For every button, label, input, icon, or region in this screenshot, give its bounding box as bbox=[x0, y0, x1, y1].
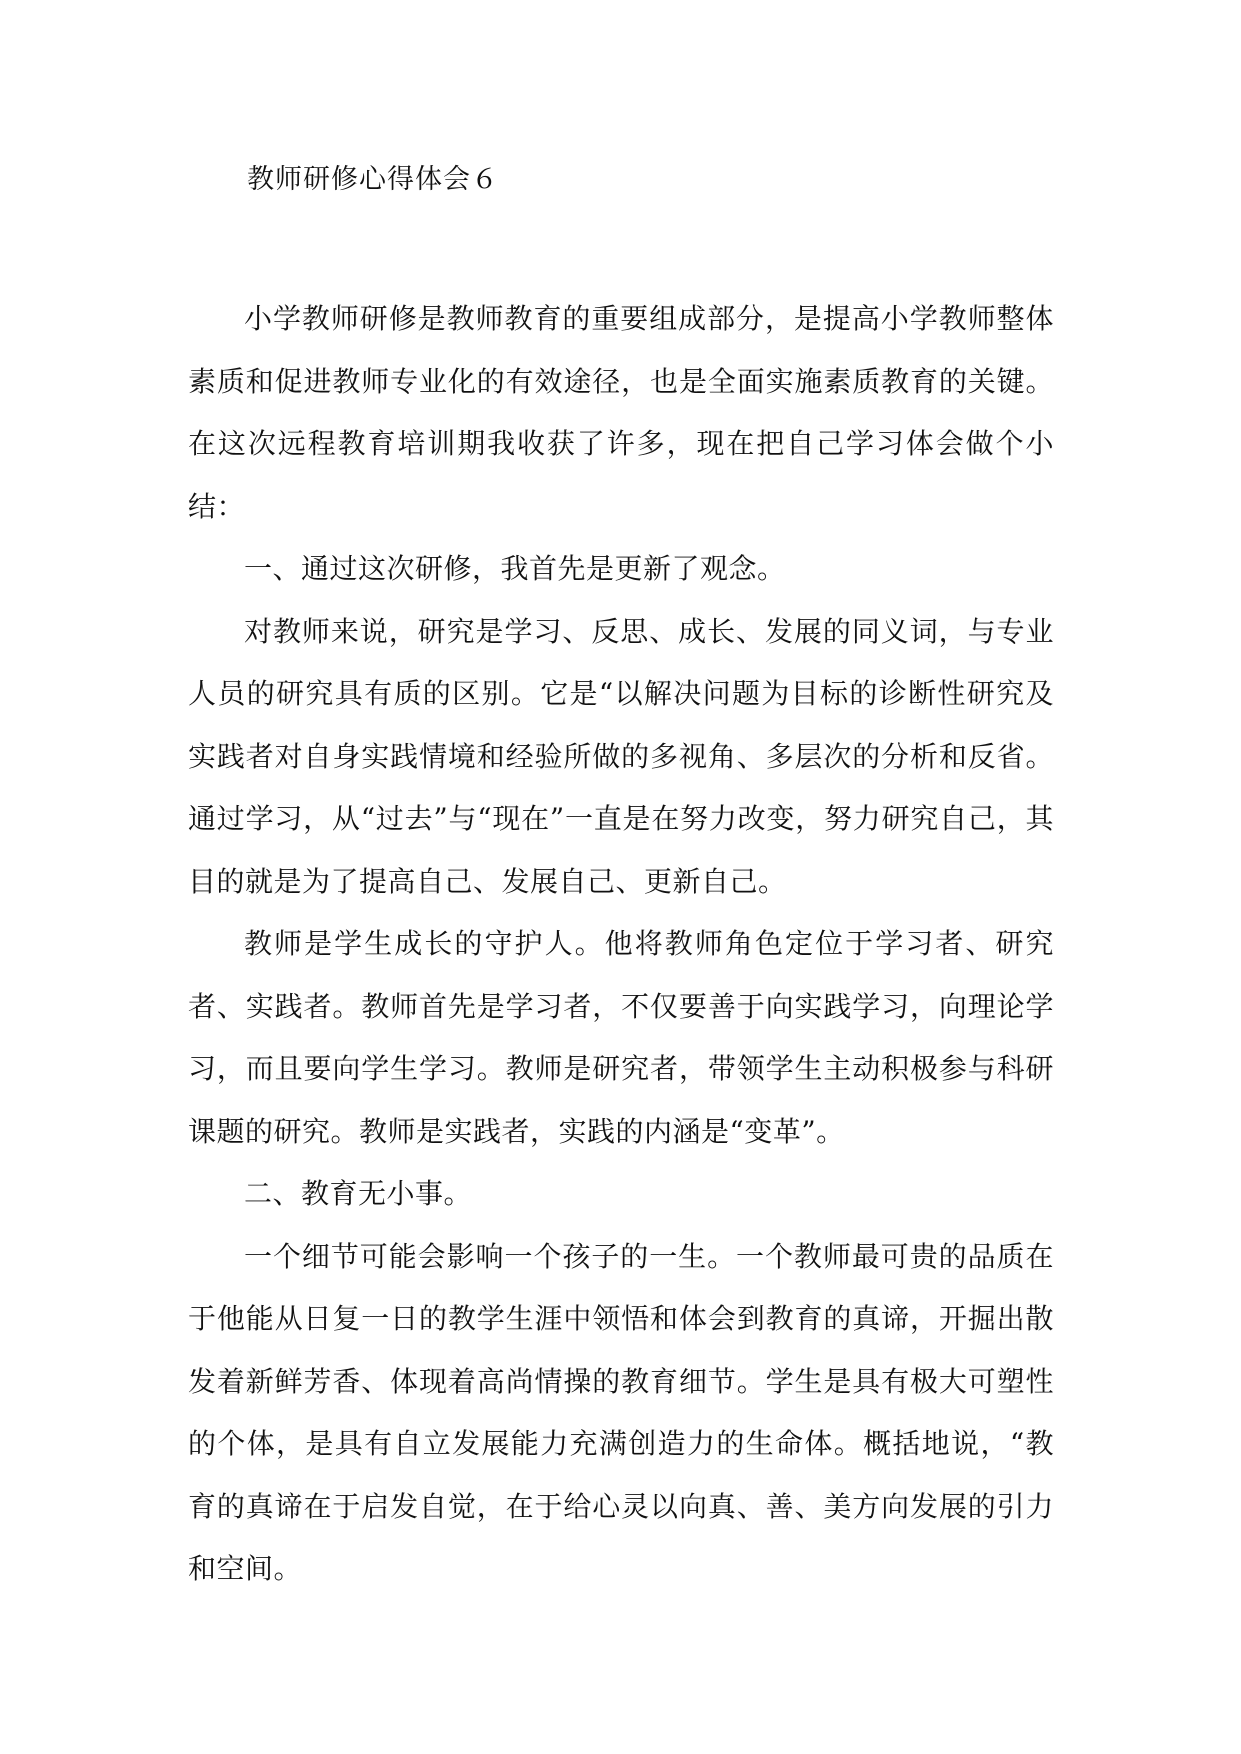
document-body bbox=[188, 288, 1054, 1601]
paragraph-research: 对教师来说，研究是学习、反思、成长、发展的同义词，与专业人员的研究具有质的区别。它是“以解决问题为目标的诊断性研究及实践者对自身实践情境和经验所做的多视角、多层次的分析和反省。通过学习，从“过去”与“现在”一直是在努力改变，努力研究自己，其目的就是为了提高自己、发展自己、更新自己。 bbox=[188, 614, 1054, 898]
document-title: 教师研修心得体会６ bbox=[247, 164, 499, 195]
paragraph-details: 一个细节可能会影响一个孩子的一生。一个教师最可贵的品质在于他能从日复一日的教学生涯中领悟和体会到教育的真谛，开掘出散发着新鲜芳香、体现着高尚情操的教育细节。学生是具有极大可塑性的个体，是具有自立发展能力充满创造力的生命体。概括地说，“教育的真谛在于启发自觉，在于给心灵以向真、善、美方向发展的引力和空间。 bbox=[188, 1239, 1054, 1585]
paragraph-heading-two: 二、教育无小事。 bbox=[244, 1177, 473, 1210]
paragraph-heading-one: 一、通过这次研修，我首先是更新了观念。 bbox=[244, 552, 786, 585]
paragraph-teacher-role: 教师是学生成长的守护人。他将教师角色定位于学习者、研究者、实践者。教师首先是学习者，不仅要善于向实践学习，向理论学习，而且要向学生学习。教师是研究者，带领学生主动积极参与科研课题的研究。教师是实践者，实践的内涵是“变革”。 bbox=[188, 927, 1054, 1148]
paragraph-intro: 小学教师研修是教师教育的重要组成部分，是提高小学教师整体素质和促进教师专业化的有效途径，也是全面实施素质教育的关键。在这次远程教育培训期我收获了许多，现在把自己学习体会做个小结： bbox=[188, 302, 1054, 523]
